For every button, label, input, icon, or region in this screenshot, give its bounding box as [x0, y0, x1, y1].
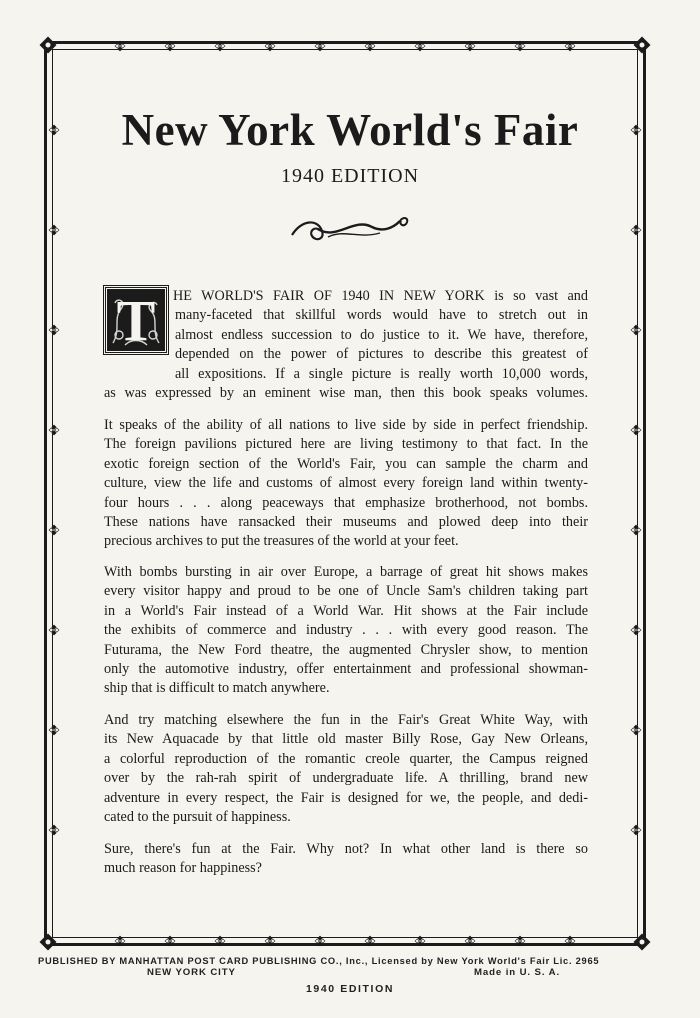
paragraph-3-line: ship that is difficult to match anywhere.	[104, 680, 330, 697]
drop-cap-letter: T	[116, 287, 156, 353]
paragraph-2-line: precious archives to put the treasures of the world at your feet.	[104, 533, 459, 550]
paragraph-2-line: It speaks of the ability of all nations to live side by side in perfect friendship.	[104, 417, 588, 433]
paragraph-1-line: many-faceted that skillful words would have to stretch out in	[175, 307, 588, 324]
paragraph-1-line: depended on the power of pictures to describe this greatest of	[175, 346, 588, 363]
paragraph-3-line: With bombs bursting in air over Europe, a barrage of great hit shows makes	[104, 564, 588, 580]
paragraph-4-line: a colorful reproduction of the romantic creole quarter, the Campus reigned	[104, 750, 588, 767]
paragraph-3-line: in a World's Fair instead of a World War. Hit shows at the Fair include	[104, 602, 588, 619]
paragraph-2	[104, 416, 588, 552]
paragraph-1-line: as was expressed by an eminent wise man, then this book speaks volumes.	[104, 385, 588, 402]
paragraph-3-line: only the automotive industry, offer entertainment and professional showman-	[104, 661, 588, 678]
paragraph-2-line: These nations have ransacked their museums and plowed deep into their	[104, 514, 588, 531]
publisher-city: NEW YORK CITY	[147, 967, 236, 978]
paragraph-2-line: four hours . . . along peaceways that emphasize brotherhood, not bombs.	[104, 494, 588, 511]
paragraph-3-line: Futurama, the New Ford theatre, the augmented Chrysler show, to mention	[104, 641, 588, 658]
publisher-credit: PUBLISHED BY MANHATTAN POST CARD PUBLISHING CO., Inc., Licensed by New York World's Fair Lic. 2965	[38, 956, 600, 966]
made-in-usa: Made in U. S. A.	[474, 967, 561, 978]
paragraph-1-line: all expositions. If a single picture is really worth 10,000 words,	[175, 365, 588, 382]
paragraph-2-line: culture, view the life and customs of almost every foreign land within twenty-	[104, 475, 588, 492]
paragraph-2-line: exotic foreign section of the World's Fair, you can sample the charm and	[104, 455, 588, 472]
edition-subtitle: 1940 EDITION	[280, 165, 420, 187]
paragraph-4-line: over by the rah-rah spirit of undergraduate life. A thrilling, brand new	[104, 770, 588, 787]
page-title: New York World's Fair	[121, 105, 579, 155]
paragraph-5-line: Sure, there's fun at the Fair. Why not? In what other land is there so	[104, 841, 588, 857]
paragraph-1-line: HE WORLD'S FAIR OF 1940 IN NEW YORK is so vast and	[173, 288, 588, 304]
paragraph-3	[104, 563, 588, 699]
paragraph-3-line: the exhibits of commerce and industry . . . with every good reason. The	[104, 622, 588, 639]
flourish-ornament	[288, 209, 412, 245]
paragraph-5-line: much reason for happiness?	[104, 860, 262, 877]
paragraph-4	[104, 711, 588, 827]
paragraph-4-line: cated to the pursuit of happiness.	[104, 809, 291, 826]
paragraph-1-line: almost endless succession to do justice to it. We have, therefore,	[175, 326, 588, 343]
paragraph-3-line: every visitor happy and proud to be one of Uncle Sam's children taking part	[104, 583, 588, 600]
paragraph-4-line: adventure in every respect, the Fair is designed for we, the people, and dedi-	[104, 789, 588, 806]
paragraph-4-line: And try matching elsewhere the fun in the Fair's Great White Way, with	[104, 712, 588, 728]
paragraph-2-line: The foreign pavilions pictured here are living testimony to that fact. In the	[104, 436, 588, 453]
paragraph-4-line: its New Aquacade by that little old master Billy Rose, Gay New Orleans,	[104, 731, 588, 748]
footer-edition: 1940 EDITION	[305, 983, 395, 995]
paragraph-5	[104, 840, 588, 879]
paragraph-1	[104, 287, 588, 403]
